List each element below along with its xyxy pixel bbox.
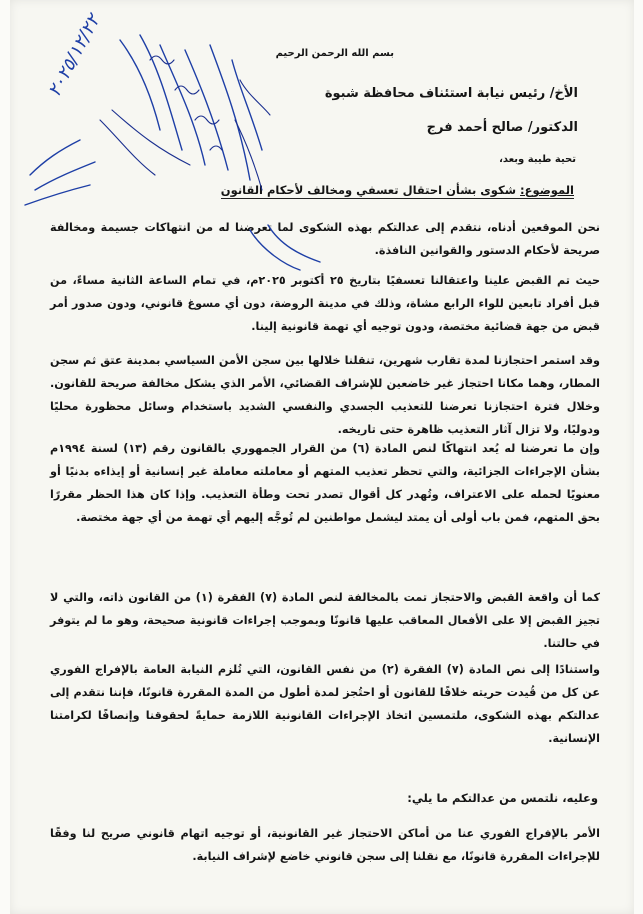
subject-label: الموضوع: — [520, 183, 574, 197]
greeting: تحية طيبة وبعد، — [499, 154, 576, 165]
paragraph-4: وإن ما تعرضنا له يُعد انتهاكًا لنص المادة (٦) من القرار الجمهوري بالقانون رقم (١٣) لسنة ١٩٩٤م بشأن الإجراءات الجزائية، والتي تحظر تعذيب المتهم أو معاملته معاملة غير إنسانية أو إيذاءه بدنيًا أو معنويًا لحمله على الاعتراف، وتُهدر كل أقوال تصدر تحت وطأة التعذيب. وإذا كان هذا الحظر مقررًا بحق المتهم، فمن باب أولى أن يمتد ليشمل مواطنين لم تُوجَّه إليهم أي تهمة من أي جهة مختصة. — [50, 442, 601, 524]
paragraph-2: حيث تم القبض علينا واعتقالنا تعسفيًا بتاريخ ٢٥ أكتوبر ٢٠٢٥م، في تمام الساعة الثانية مساءً، من قبل أفراد تابعين للواء الرابع مشاة، وذلك في مدينة الروضة، دون أي مسوغ قانوني، ودون صدور أمر قبض من جهة قضائية مختصة، ودون توجيه أي تهمة قانونية إلينا. — [50, 274, 601, 333]
addressee-name: الدكتور/ صالح أحمد فرج — [426, 120, 578, 135]
subject-text: شكوى بشأن احتقال تعسفي ومخالف لأحكام القانون — [220, 183, 517, 197]
request-item-1: الأمر بالإفراج الفوري عنا من أماكن الاحتجاز غير القانونية، أو توجيه اتهام قانوني صريح لنا وفقًا للإجراءات المقررة قانونًا، مع نقلنا إلى سجن قانوني خاضع لإشراف النيابة. — [50, 827, 600, 863]
paragraph-1: نحن الموقعين أدناه، نتقدم إلى عدالتكم بهذه الشكوى لما تعرضنا له من انتهاكات جسيمة ومخالفة صريحة لأحكام الدستور والقوانين النافذة. — [50, 221, 600, 257]
handwritten-annotation — [0, 0, 643, 300]
handwritten-date: ٢٠٢٥/١٢/٢٢ — [43, 11, 105, 101]
addressee-title: الأخ/ رئيس نيابة استئناف محافظة شبوة — [324, 86, 578, 101]
paragraph-3: وقد استمر احتجازنا لمدة تقارب شهرين، تنقلنا خلالها بين سجن الأمن السياسي بمدينة عتق ثم سجن المطار، وهما مكانا احتجاز غير خاضعين للإشراف القضائي، الأمر الذي يشكل مخالفة صريحة للقانون. وخلال فترة احتجازنا تعرضنا للتعذيب الجسدي والنفسي الشديد باستخدام وسائل محظورة محليًا ودوليًا، ولا تزال آثار التعذيب ظاهرة حتى تاريخه. — [50, 354, 600, 436]
basmala: بسم الله الرحمن الرحيم — [275, 48, 394, 59]
request-intro: وعليه، نلتمس من عدالتكم ما يلي: — [407, 791, 598, 805]
paragraph-6: واستنادًا إلى نص المادة (٧) الفقرة (٢) من نفس القانون، التي تُلزم النيابة العامة بالإفراج الفوري عن كل من قُيدت حريته خلافًا للقانون أو احتُجز لمدة أطول من المدة المقررة قانونًا، فإننا نتقدم إلى عدالتكم بهذه الشكوى، ملتمسين اتخاذ الإجراءات القانونية اللازمة حمايةً لحقوقنا وإنصافًا لكرامتنا الإنسانية. — [50, 663, 600, 745]
paragraph-5: كما أن واقعة القبض والاحتجاز تمت بالمخالفة لنص المادة (٧) الفقرة (١) من القانون ذاته، والتي لا تجيز القبض إلا على الأفعال المعاقب عليها قانونًا وبموجب إجراءات قانونية صحيحة، وهو ما لم يتوفر في حالتنا. — [50, 591, 600, 650]
